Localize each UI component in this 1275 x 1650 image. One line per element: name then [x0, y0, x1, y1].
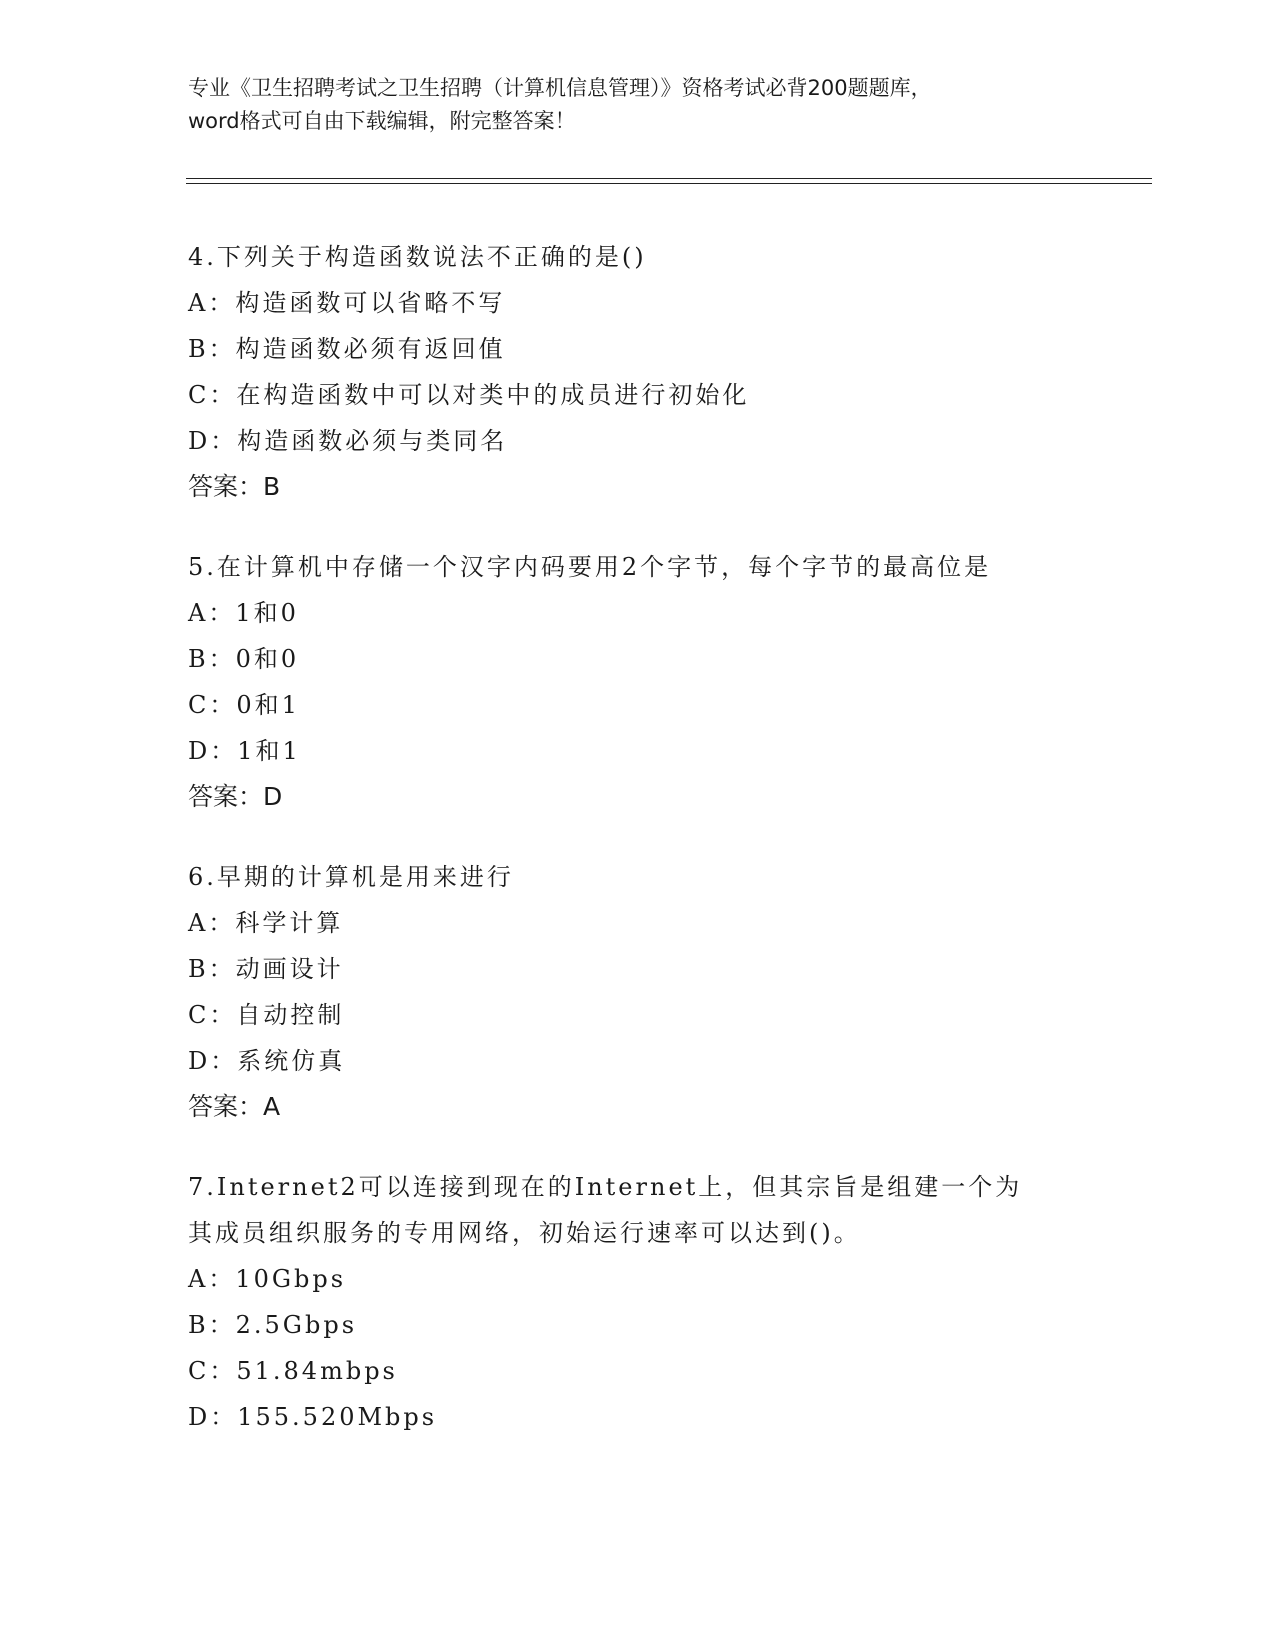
question-stem: 4.下列关于构造函数说法不正确的是() [188, 243, 647, 271]
question-stem: 6.早期的计算机是用来进行 [188, 863, 514, 891]
answer-key: 答案：A [188, 1092, 281, 1121]
option-a: A：构造函数可以省略不写 [188, 289, 506, 317]
header-line-1: 专业《卫生招聘考试之卫生招聘（计算机信息管理）》资格考试必背200题题库， [188, 76, 932, 100]
header-line-2: word格式可自由下载编辑，附完整答案！ [188, 109, 576, 133]
question-list [188, 234, 1148, 1474]
option-d: D：系统仿真 [188, 1047, 346, 1075]
question-4 [188, 234, 1148, 510]
option-b: B：构造函数必须有返回值 [188, 335, 506, 363]
option-c: C：在构造函数中可以对类中的成员进行初始化 [188, 381, 750, 409]
question-stem: 5.在计算机中存储一个汉字内码要用2个字节，每个字节的最高位是 [188, 553, 992, 581]
header-divider-bottom [186, 183, 1152, 184]
header-divider-top [186, 178, 1152, 179]
option-c: C：51.84mbps [188, 1357, 398, 1385]
option-d: D：1和1 [188, 737, 301, 765]
answer-key: 答案：B [188, 472, 281, 501]
option-d: D：155.520Mbps [188, 1403, 438, 1431]
question-stem-line-2: 其成员组织服务的专用网络，初始运行速率可以达到()。 [188, 1219, 861, 1247]
question-7 [188, 1164, 1148, 1440]
question-stem-line-1: 7.Internet2可以连接到现在的Internet上，但其宗旨是组建一个为 [188, 1173, 1023, 1201]
option-c: C：0和1 [188, 691, 300, 719]
question-5 [188, 544, 1148, 820]
option-b: B：0和0 [188, 645, 300, 673]
document-header [188, 72, 1088, 138]
question-6 [188, 854, 1148, 1130]
option-a: A：10Gbps [188, 1265, 347, 1293]
answer-key: 答案：D [188, 782, 283, 811]
option-a: A：科学计算 [188, 909, 344, 937]
option-c: C：自动控制 [188, 1001, 345, 1029]
option-d: D：构造函数必须与类同名 [188, 427, 508, 455]
option-a: A：1和0 [188, 599, 299, 627]
option-b: B：2.5Gbps [188, 1311, 358, 1339]
option-b: B：动画设计 [188, 955, 344, 983]
